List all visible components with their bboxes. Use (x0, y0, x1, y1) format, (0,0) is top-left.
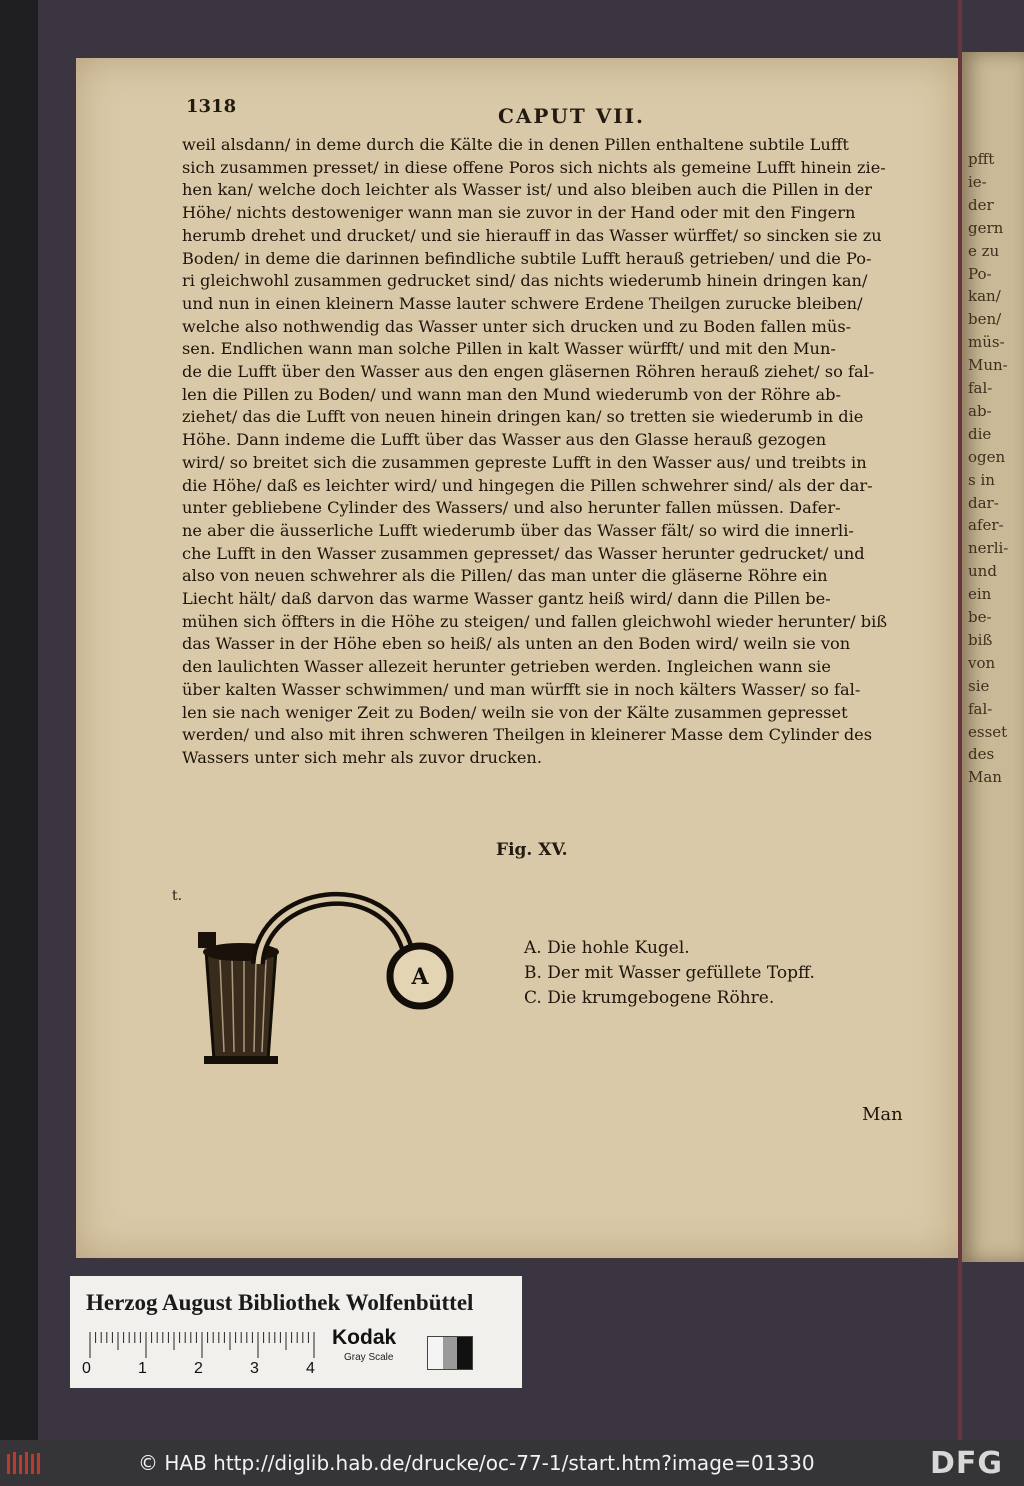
facing-page-fragment: ogen (968, 447, 1006, 466)
text-line: che Lufft in den Wasser zusammen gepresset/ das Wasser herunter gedrucket/ und (182, 543, 865, 563)
text-line: und nun in einen kleinern Masse lauter schwere Erdene Theilgen zurucke bleiben/ (182, 293, 863, 313)
text-line: Liecht hält/ daß darvon das warme Wasser gantz heiß wird/ dann die Pillen be- (182, 589, 831, 609)
facing-page-fragment: ein (968, 585, 992, 604)
facing-page-fragment: fal- (968, 379, 993, 397)
facing-page-fragment: fal- (968, 699, 993, 718)
text-line: unter gebliebene Cylinder des Wassers/ und also herunter fallen müssen. Dafer- (182, 498, 841, 518)
text-line: ziehet/ das die Lufft von neuen hinein dringen kan/ so tretten sie wiederumb in die (182, 407, 864, 427)
legend-item: B. Der mit Wasser gefüllete Topff. (524, 963, 815, 983)
text-line: welche also nothwendig das Wasser unter sich drucken und zu Boden fallen müs- (182, 316, 852, 336)
ball-label: A (411, 964, 429, 990)
source-credit: © HAB http://diglib.hab.de/drucke/oc-77-1/start.htm?image=01330 (138, 1451, 815, 1475)
facing-page-fragment: be- (968, 608, 992, 626)
facing-page-fragment: afer- (968, 516, 1004, 535)
facing-page-fragment: ab- (968, 401, 992, 420)
text-line: len sie nach weniger Zeit zu Boden/ weiln sie von der Kälte zusammen gepresset (182, 702, 848, 722)
text-line: Höhe. Dann indeme die Lufft über das Wasser aus den Glasse herauß gezogen (182, 430, 827, 450)
facing-page-fragment: Po- (968, 264, 992, 283)
facing-page-fragment: Mun- (968, 356, 1008, 375)
ruler-number: 1 (138, 1360, 147, 1377)
facing-page-fragment: sie (968, 676, 990, 695)
facing-page-fragment: ben/ (968, 310, 1002, 329)
facing-page-fragment: müs- (968, 333, 1005, 352)
text-line: werden/ und also mit ihren schweren Theilgen in kleinerer Masse dem Cylinder des (182, 725, 873, 745)
text-line: weil alsdann/ in deme durch die Kälte die in denen Pillen enthaltene subtile Lufft (182, 135, 849, 154)
text-line: Boden/ in deme die darinnen befindliche subtile Lufft herauß getrieben/ und die Po- (182, 248, 872, 268)
facing-page-fragment: der (968, 195, 994, 214)
pot-label-block (198, 932, 216, 948)
gray-swatch (457, 1337, 472, 1369)
gray-swatch (443, 1337, 458, 1369)
text-line: wird/ so breitet sich die zusammen gepreste Lufft in den Wasser aus/ und treibts in (182, 452, 867, 472)
library-logo-icon (6, 1450, 44, 1476)
facing-page-fragment: biß (968, 630, 993, 649)
bent-tube (258, 899, 408, 964)
gray-swatch (428, 1337, 443, 1369)
text-line: Wassers unter sich mehr als zuvor drucken. (182, 747, 543, 767)
facing-page-fragment: kan/ (968, 287, 1001, 306)
legend-item: C. Die krumgebogene Röhre. (524, 988, 775, 1008)
running-head: CAPUT VII. (498, 104, 645, 128)
facing-page-fragment: gern (968, 218, 1004, 237)
apparatus-drawing (176, 880, 476, 1080)
facing-page-fragment: dar- (968, 493, 999, 512)
text-line: ri gleichwohl zusammen gedrucket sind/ das nichts wiederumb hinein dringen kan/ (182, 271, 868, 291)
woodcut-illustration (176, 880, 476, 1080)
figure-mark: t. (172, 888, 183, 904)
facing-page-fragment: und (968, 562, 997, 581)
text-line: mühen sich öffters in die Höhe zu steigen/ und fallen gleichwohl wieder herunter/ biß (182, 611, 888, 631)
legend-item: A. Die hohle Kugel. (524, 938, 690, 958)
text-line: herumb drehet und drucket/ und sie hierauff in das Wasser würffet/ so sincken sie zu (182, 225, 882, 245)
facing-page-fragment: ie- (968, 172, 987, 191)
text-line: ne aber die äusserliche Lufft wiederumb über das Wasser fält/ so wird die innerli- (182, 520, 854, 540)
ruler-scale (88, 1332, 316, 1360)
gray-scale-label: Gray Scale (344, 1352, 394, 1363)
text-line: hen kan/ welche doch leichter als Wasser ist/ und also bleiben auch die Pillen in der (182, 180, 873, 200)
text-line: die Höhe/ daß es leichter wird/ und hingegen die Pillen schwehrer sind/ als der dar- (182, 475, 873, 495)
dfg-logo: DFG (930, 1446, 1004, 1481)
facing-page-fragment: s in (968, 470, 995, 489)
kodak-brand: Kodak (332, 1326, 397, 1349)
ruler-number: 0 (82, 1360, 91, 1377)
reference-color-card (70, 1276, 522, 1388)
text-line: sen. Endlichen wann man solche Pillen in kalt Wasser würfft/ und mit den Mun- (182, 339, 836, 359)
facing-page-fragment: Man (968, 768, 1002, 787)
text-line: das Wasser in der Höhe eben so heiß/ als unten an den Boden wird/ weiln sie von (182, 634, 851, 654)
facing-page-fragment: e zu (968, 241, 1000, 260)
text-line: über kalten Wasser schwimmen/ und man würfft sie in noch kälters Wasser/ so fal- (182, 679, 861, 699)
page-body-text (182, 134, 926, 770)
figure-legend (524, 936, 815, 1011)
card-title: Herzog August Bibliothek Wolfenbüttel (86, 1290, 474, 1315)
facing-page-fragment: von (968, 653, 996, 672)
text-line: sich zusammen presset/ in diese offene Poros sich nichts als gemeine Lufft hinein zie- (182, 157, 886, 177)
text-line: Höhe/ nichts destoweniger wann man sie zuvor in der Hand oder mit den Fingern (182, 203, 856, 223)
ruler-number: 2 (194, 1360, 203, 1377)
facing-page-fragment: pfft (968, 150, 995, 168)
gray-swatches (427, 1336, 473, 1370)
catchword: Man (862, 1104, 903, 1125)
facing-page-fragment: des (968, 745, 995, 764)
ruler-number: 3 (250, 1360, 259, 1377)
text-line: den laulichten Wasser allezeit herunter getrieben werden. Ingleichen wann sie (182, 657, 831, 677)
facing-page-edge (962, 52, 1024, 1262)
ruler-number: 4 (306, 1360, 315, 1377)
text-line: also von neuen schwehrer als die Pillen/ das man unter die gläserne Röhre ein (182, 566, 828, 586)
facing-page-fragment: die (968, 424, 992, 443)
figure-title: Fig. XV. (496, 840, 568, 860)
page-number: 1318 (186, 96, 237, 117)
text-line: len die Pillen zu Boden/ und wann man den Mund wiederumb von der Röhre ab- (182, 384, 841, 404)
text-line: de die Lufft über den Wasser aus den engen gläsernen Röhren herauß ziehet/ so fal- (182, 362, 875, 382)
facing-page-fragment: esset (968, 722, 1008, 741)
facing-page-fragment: nerli- (968, 539, 1009, 558)
